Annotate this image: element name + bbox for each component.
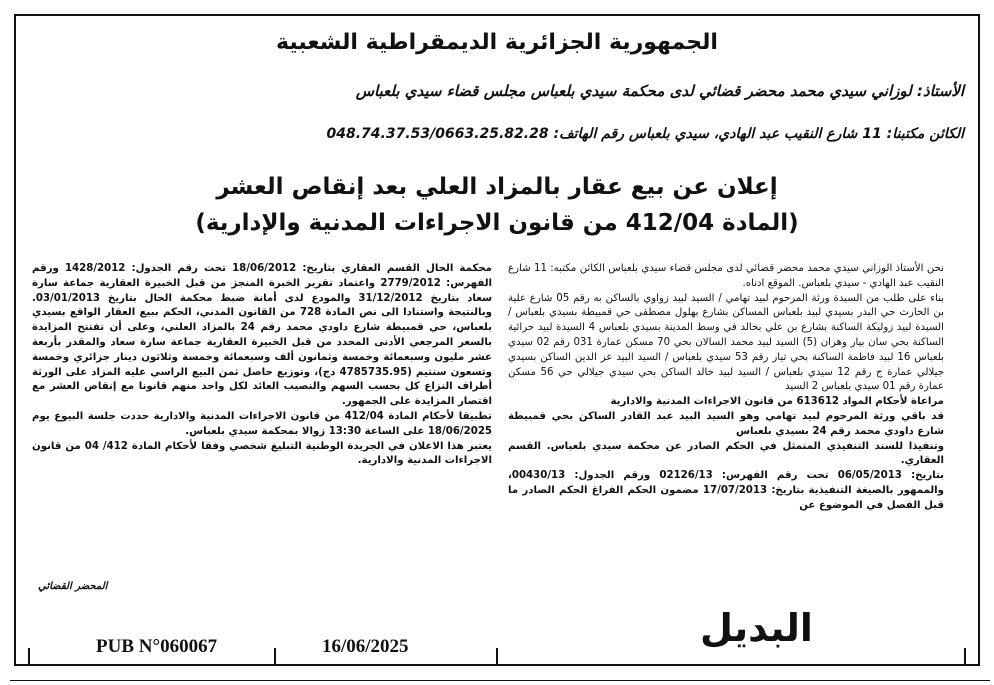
office-address-line: الكائن مكتبنا: 11 شارع النقيب عبد الهادي، سيدي بلعباس رقم الهاتف: 048.74.37.53/0663.25.82.28 xyxy=(326,126,964,142)
paragraph: مراعاة لأحكام المواد 613612 من قانون الاجراءات المدنية والادارية xyxy=(610,396,944,408)
footer-tick xyxy=(28,648,30,664)
bottom-rule xyxy=(10,680,990,681)
paragraph: نحن الأستاذ الوزاني سيدي محمد محضر قضائي لدى مجلس قضاء سيدي بلعباس الكائن مكتبه: 11 شارع النقيب عبد الهادي - سيدي بلعباس. الموقع ادناه. xyxy=(508,263,944,289)
pub-number: PUB N°060067 xyxy=(96,636,218,657)
footer-tick xyxy=(274,648,276,664)
left-text-column xyxy=(32,262,492,469)
paragraph: بتاريخ: 06/05/2013 تحت رقم الفهرس: 02126/13 ورقم الجدول: 00430/13، والممهور بالصيغة التنفيذية بتاريخ: 17/07/2013 مضمون الحكم الفراغ الحكم الصادر ما قبل الفصل في الموضوع عن xyxy=(508,470,945,511)
publication-date: 16/06/2025 xyxy=(322,636,409,657)
republic-heading: الجمهورية الجزائرية الديمقراطية الشعبية xyxy=(276,30,718,55)
right-text-column xyxy=(508,262,944,514)
paragraph: تطبيقا لأحكام المادة 412/04 من قانون الاجراءات المدنية والادارية حددت جلسة البيوع يوم 18/06/2025 على الساعة 13:30 زوالا بمحكمة سيدي بلعباس. xyxy=(32,410,492,437)
footer-tick xyxy=(496,648,498,664)
bailiff-signature: المحضر القضائي xyxy=(38,581,108,592)
replacement-label: البديل xyxy=(700,606,813,650)
paragraph: بناء على طلب من السيدة ورثة المرحوم لبيد تهامي / السيد لبيد زواوي بالساكن به رقم 05 شارع علية بن الحارث حي البدر بسيدي لبيد بلعباس المساكن بشارع بهلول مصطفى حي قمبيطة بسيدي بلعباس / السيدة لبيد زوليكة الساكنة بشارع بن علي بخالد في وسط المدينة بسيدي بلعباس 4 السيدة لبيد حرائية الساكنة بحي سان بيار وهران (5) السيد لبيد محمد السالان بحي 70 مسكن عمارة 031 رقم 02 سيدي بلعباس 16 لبيد فاطمة الساكنة بحي تيار رقم 53 سيدي بلعباس / السيد البيد عز الدين الساكن بسيدي جيلالي عمارة ج رقم 12 سيدي بلعباس / السيد لبيد خالد الساكن بحي سيدي جيلالي حي 56 مسكن عمارة رقم 01 سيدي بلعباس 2 السيد xyxy=(508,292,945,393)
paragraph: وتنفيذا للسند التنفيذي المتمثل في الحكم الصادر عن محكمة سيدي بلعباس. القسم العقاري. xyxy=(508,440,944,467)
paragraph: محكمة الحال القسم العقاري بتاريخ: 18/06/2012 تحت رقم الجدول: 1428/2012 ورقم الفهرس: 2779/2012 واعتماد تقرير الخبرة المنجز من قبل الخبيرة العقارية جماعة سارة سعاد بتاريخ 31/12/2012 والمودع لدى أمانة ضبط محكمة الحال بتاريخ 03/01/2013. وبالنتيجة واستنادا الى نص المادة 728 من القانون المدني، الحكم ببيع العقار الواقع بسيدي بلعباس، حي قمبيطة شارع داودي محمد رقم 24 بالمزاد العلني، وعلى أن تفتتح المزايدة بالسعر المرجعي الأدنى المحدد من قبل الخبيرة العقارية جماعة سارة سعاد والمقدر بأربعة عشر مليون وسبعمائة وخمسة وثمانون ألف وسبعمائة وخمسة وثلاثون دينار جزائري وخمسة وتسعون سنتيم (4785735.95 دج)، وتوزيع حاصل ثمن البيع الراسي عليه المزاد على الورثة أطراف النزاع كل بحسب السهم والنصيب العائد لكل واحد منهم قانونا مع إنقاص العشر مع اقتصار المزايدة على الجمهور. xyxy=(32,263,493,408)
footer-tick xyxy=(964,648,966,664)
paragraph: يعتبر هذا الاعلان في الجريدة الوطنية التبليغ شخصي وفقا لأحكام المادة 412/ 04 من قانون الاجراءات المدنية والادارية. xyxy=(32,440,492,467)
notice-subtitle: (المادة 412/04 من قانون الاجراءات المدنية والإدارية) xyxy=(195,210,799,236)
paragraph: قد باقي ورثة المرحوم لبيد تهامي وهو السيد البيد عبد القادر الساكن بحي قمبيطة شارع داودي محمد رقم 24 بسيدي بلعباس xyxy=(508,410,944,437)
bailiff-line: الأستاذ: لوزاني سيدي محمد محضر قضائي لدى محكمة سيدي بلعباس مجلس قضاء سيدي بلعباس xyxy=(355,82,964,100)
notice-title: إعلان عن بيع عقار بالمزاد العلي بعد إنقاص العشر xyxy=(216,174,778,200)
